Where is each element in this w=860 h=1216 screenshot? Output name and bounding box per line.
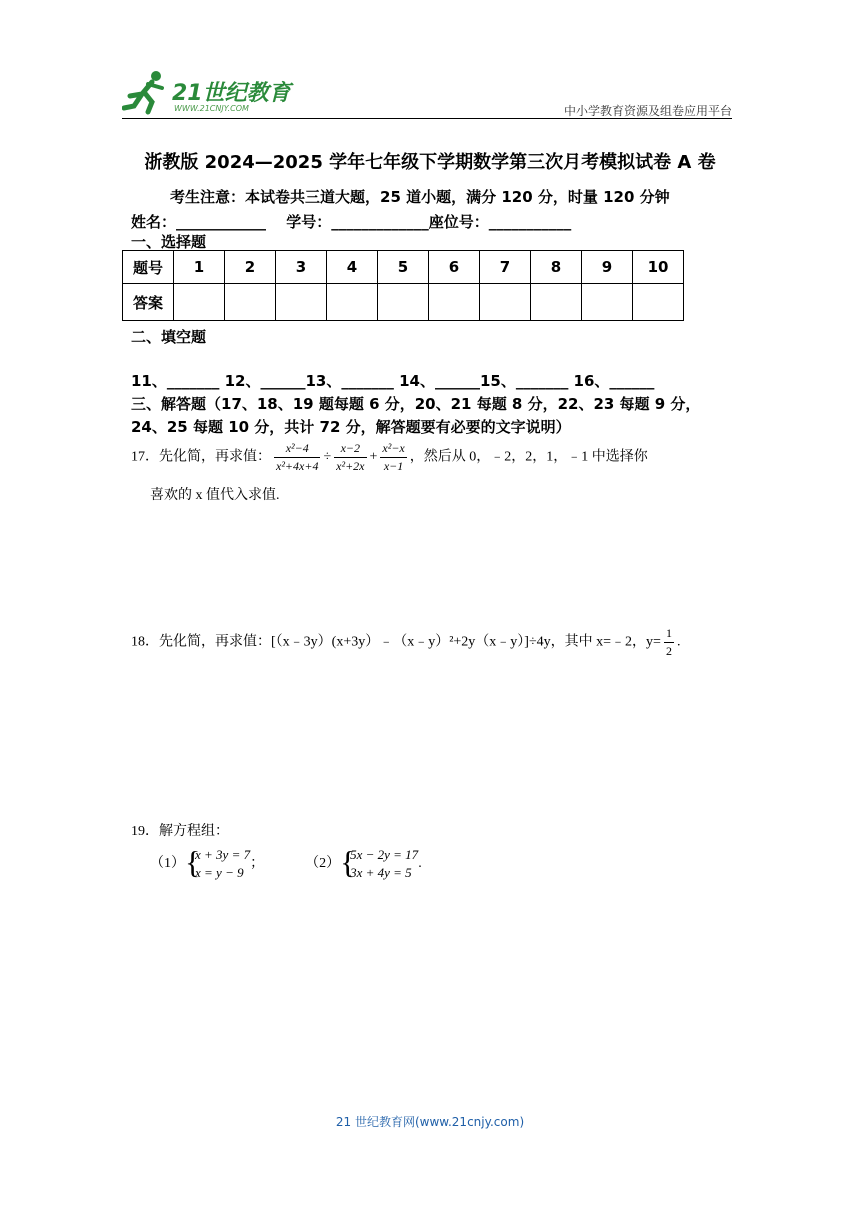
logo-url: WWW.21CNJY.COM: [174, 104, 249, 113]
q19-system-2: { 5x − 2y = 17 3x + 4y = 5: [340, 844, 419, 880]
question-number: 5: [378, 251, 429, 284]
answer-cell[interactable]: [531, 284, 582, 321]
table-row: [123, 251, 684, 284]
q18-fraction: $\frac{1}{2}$: [665, 626, 672, 658]
section-choice-heading: 一、选择题: [131, 233, 207, 251]
answer-table: [122, 250, 684, 321]
student-info-line: 姓名：____________ 学号：_____________座位号：___________: [131, 213, 572, 231]
question-number: 9: [582, 251, 633, 284]
q17-line-2: 喜欢的 x 值代入求值.: [150, 488, 280, 503]
section-solve-heading: 三、解答题（17、18、19 题每题 6 分，20、21 每题 8 分，22、23 每题 9 分，24、25 每题 10 分，共计 72 分，解答题要有必要的文字说明）: [131, 395, 701, 436]
q18-end: .: [676, 634, 681, 650]
answer-cell[interactable]: [327, 284, 378, 321]
row-label-number: 题号: [123, 251, 174, 284]
answer-cell[interactable]: [378, 284, 429, 321]
header-slogan: 中小学教育资源及组卷应用平台: [563, 104, 732, 118]
question-number: 10: [633, 251, 684, 284]
answer-cell[interactable]: [276, 284, 327, 321]
q19-part2-end: .: [418, 856, 422, 872]
header-divider: [122, 118, 732, 119]
q19-system-1: { x + 3y = 7 x = y − 9: [185, 844, 251, 880]
exam-notice: 考生注意：本试卷共三道大题，25 道小题，满分 120 分，时量 120 分钟: [170, 188, 670, 206]
q17-fraction-2: $\frac{x-2}{\text{x²+2x}}$: [336, 441, 365, 473]
answer-cell[interactable]: [174, 284, 225, 321]
answer-cell[interactable]: [480, 284, 531, 321]
question-17: [131, 441, 648, 474]
site-logo: [122, 66, 297, 116]
question-number: 7: [480, 251, 531, 284]
question-19-systems: [150, 846, 422, 882]
q19-part1-end: ；: [250, 856, 265, 872]
table-row: [123, 284, 684, 321]
footer-link[interactable]: 21 世纪教育网(www.21cnjy.com): [335, 1115, 525, 1129]
question-number: 1: [174, 251, 225, 284]
question-18: [131, 626, 680, 659]
q17-prefix: 17．先化简，再求值：: [131, 449, 271, 465]
question-number: 2: [225, 251, 276, 284]
runner-icon: [122, 66, 172, 116]
answer-cell[interactable]: [225, 284, 276, 321]
answer-cell[interactable]: [429, 284, 480, 321]
logo-text: 21世纪教育: [172, 81, 291, 106]
question-number: 3: [276, 251, 327, 284]
q17-fraction-3: $\frac{\text{x²−x}}{x-1}$: [382, 441, 405, 473]
q17-divide-sign: ÷: [323, 449, 332, 465]
section-fill-heading: 二、填空题: [131, 328, 207, 346]
q17-suffix: ，然后从 0，﹣2，2，1，﹣1 中选择你: [409, 449, 648, 465]
answer-cell[interactable]: [633, 284, 684, 321]
q17-plus-sign: +: [369, 449, 378, 465]
q18-text: 18．先化简，再求值：[（x﹣3y）(x+3y）﹣（x﹣y）²+2y（x﹣y）]÷4y，其中 x=﹣2，y=: [131, 634, 661, 650]
q19-part1-label: （1）: [150, 856, 185, 872]
answer-cell[interactable]: [582, 284, 633, 321]
q17-fraction-1: $\frac{\text{x²−4}}{\text{x²+4x+4}}$: [276, 441, 319, 473]
question-number: 8: [531, 251, 582, 284]
question-19-title: 19．解方程组：: [131, 824, 229, 839]
question-number: 4: [327, 251, 378, 284]
question-number: 6: [429, 251, 480, 284]
q19-part2-label: （2）: [305, 856, 341, 872]
row-label-answer: 答案: [123, 284, 174, 321]
exam-title: 浙教版 2024—2025 学年七年级下学期数学第三次月考模拟试卷 A 卷: [144, 152, 716, 173]
fill-blanks-line: 11、_______ 12、______13、_______ 14、______15、_______ 16、______: [131, 372, 655, 390]
